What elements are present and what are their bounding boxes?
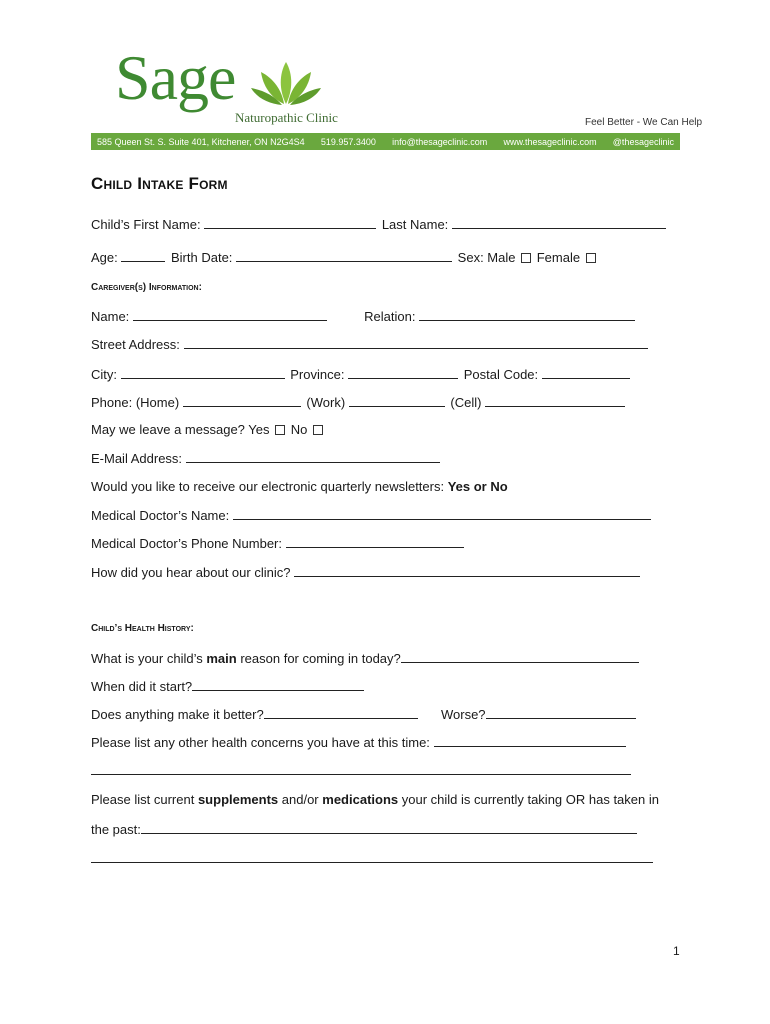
caregiver-name-row bbox=[91, 308, 637, 325]
email-row bbox=[91, 450, 442, 467]
start-field[interactable] bbox=[192, 678, 364, 691]
email-field[interactable] bbox=[186, 450, 440, 463]
phone-cell-label: (Cell) bbox=[450, 395, 482, 410]
first-name-label: Child’s First Name: bbox=[91, 217, 201, 232]
phone-work-field[interactable] bbox=[349, 394, 445, 407]
female-label: Female bbox=[536, 250, 581, 265]
doctor-phone-label: Medical Doctor’s Phone Number: bbox=[91, 536, 282, 551]
past-field[interactable] bbox=[141, 821, 637, 834]
worse-label: Worse? bbox=[440, 707, 486, 722]
last-name-field[interactable] bbox=[452, 216, 666, 229]
sex-label: Sex: Male bbox=[457, 250, 516, 265]
hear-about-field[interactable] bbox=[294, 564, 640, 577]
phone-home-field[interactable] bbox=[183, 394, 301, 407]
clinic-logo bbox=[115, 42, 355, 128]
newsletter-row bbox=[91, 479, 508, 495]
contact-bar bbox=[91, 133, 680, 150]
doctor-name-row bbox=[91, 507, 653, 524]
male-checkbox[interactable] bbox=[521, 253, 531, 263]
reason-field[interactable] bbox=[401, 650, 639, 663]
list-row bbox=[91, 792, 659, 808]
first-name-field[interactable] bbox=[204, 216, 376, 229]
age-label: Age: bbox=[91, 250, 118, 265]
better-field[interactable] bbox=[264, 706, 418, 719]
other-concerns-field-2[interactable] bbox=[91, 762, 631, 775]
past-continuation bbox=[91, 850, 655, 867]
postal-label: Postal Code: bbox=[463, 367, 539, 382]
past-label: the past: bbox=[91, 822, 141, 837]
reason-label-post: reason for coming in today? bbox=[240, 651, 401, 666]
phone-home-label: Phone: (Home) bbox=[91, 395, 180, 410]
street-row bbox=[91, 336, 650, 353]
list-label-pre: Please list current bbox=[91, 792, 195, 807]
other-concerns-continuation bbox=[91, 762, 633, 779]
message-label: May we leave a message? Yes bbox=[91, 422, 270, 437]
better-worse-row bbox=[91, 706, 638, 723]
contact-address: 585 Queen St. S. Suite 401, Kitchener, ON N2G4S4 bbox=[97, 136, 305, 147]
relation-field[interactable] bbox=[419, 308, 635, 321]
list-label-mid: and/or bbox=[281, 792, 319, 807]
doctor-phone-field[interactable] bbox=[286, 535, 464, 548]
phone-cell-field[interactable] bbox=[485, 394, 625, 407]
child-name-row bbox=[91, 216, 668, 233]
phone-work-label: (Work) bbox=[306, 395, 346, 410]
street-label: Street Address: bbox=[91, 337, 180, 352]
contact-phone: 519.957.3400 bbox=[320, 136, 376, 147]
name-label: Name: bbox=[91, 309, 130, 324]
doctor-name-field[interactable] bbox=[233, 507, 651, 520]
health-history-heading: Child’s Health History: bbox=[91, 623, 194, 634]
age-row bbox=[91, 249, 598, 266]
email-label: E-Mail Address: bbox=[91, 451, 183, 466]
city-field[interactable] bbox=[121, 366, 285, 379]
female-checkbox[interactable] bbox=[586, 253, 596, 263]
postal-field[interactable] bbox=[542, 366, 630, 379]
reason-row bbox=[91, 650, 641, 667]
message-row bbox=[91, 422, 325, 438]
province-label: Province: bbox=[290, 367, 345, 382]
lotus-leaf-icon bbox=[251, 60, 321, 106]
newsletter-options[interactable]: Yes or No bbox=[447, 479, 508, 494]
caregiver-heading: Caregiver(s) Information: bbox=[91, 282, 202, 293]
city-row bbox=[91, 366, 632, 383]
start-row bbox=[91, 678, 366, 695]
other-concerns-row bbox=[91, 734, 628, 751]
list-label-post: your child is currently taking OR has taken in bbox=[401, 792, 659, 807]
message-yes-checkbox[interactable] bbox=[275, 425, 285, 435]
worse-field[interactable] bbox=[486, 706, 636, 719]
page-number: 1 bbox=[673, 944, 680, 958]
logo-wordmark: Sage bbox=[115, 42, 236, 113]
tagline: Feel Better - We Can Help bbox=[585, 117, 703, 128]
name-field[interactable] bbox=[133, 308, 327, 321]
contact-website[interactable]: www.thesageclinic.com bbox=[503, 136, 597, 147]
other-concerns-label: Please list any other health concerns you have at this time: bbox=[91, 735, 430, 750]
street-field[interactable] bbox=[184, 336, 648, 349]
message-no-checkbox[interactable] bbox=[313, 425, 323, 435]
list-label-supplements: supplements bbox=[197, 792, 279, 807]
newsletter-label: Would you like to receive our electronic quarterly newsletters: bbox=[91, 479, 445, 494]
age-field[interactable] bbox=[121, 249, 165, 262]
better-label: Does anything make it better? bbox=[91, 707, 264, 722]
birth-date-label: Birth Date: bbox=[171, 250, 233, 265]
relation-label: Relation: bbox=[364, 309, 416, 324]
reason-label-bold: main bbox=[206, 651, 237, 666]
phone-row bbox=[91, 394, 627, 411]
contact-social[interactable]: @thesageclinic bbox=[612, 136, 674, 147]
province-field[interactable] bbox=[348, 366, 458, 379]
other-concerns-field[interactable] bbox=[434, 734, 626, 747]
doctor-phone-row bbox=[91, 535, 466, 552]
reason-label-pre: What is your child’s bbox=[91, 651, 203, 666]
city-label: City: bbox=[91, 367, 117, 382]
start-label: When did it start? bbox=[91, 679, 193, 694]
logo-subtitle: Naturopathic Clinic bbox=[235, 110, 338, 125]
list-label-medications: medications bbox=[322, 792, 399, 807]
birth-date-field[interactable] bbox=[236, 249, 452, 262]
past-field-2[interactable] bbox=[91, 850, 653, 863]
last-name-label: Last Name: bbox=[381, 217, 449, 232]
form-title: Child Intake Form bbox=[91, 174, 228, 193]
doctor-name-label: Medical Doctor’s Name: bbox=[91, 508, 230, 523]
hear-about-label: How did you hear about our clinic? bbox=[91, 565, 291, 580]
hear-about-row bbox=[91, 564, 642, 581]
contact-email[interactable]: info@thesageclinic.com bbox=[392, 136, 488, 147]
past-row bbox=[91, 821, 639, 838]
message-no-label: No bbox=[290, 422, 308, 437]
